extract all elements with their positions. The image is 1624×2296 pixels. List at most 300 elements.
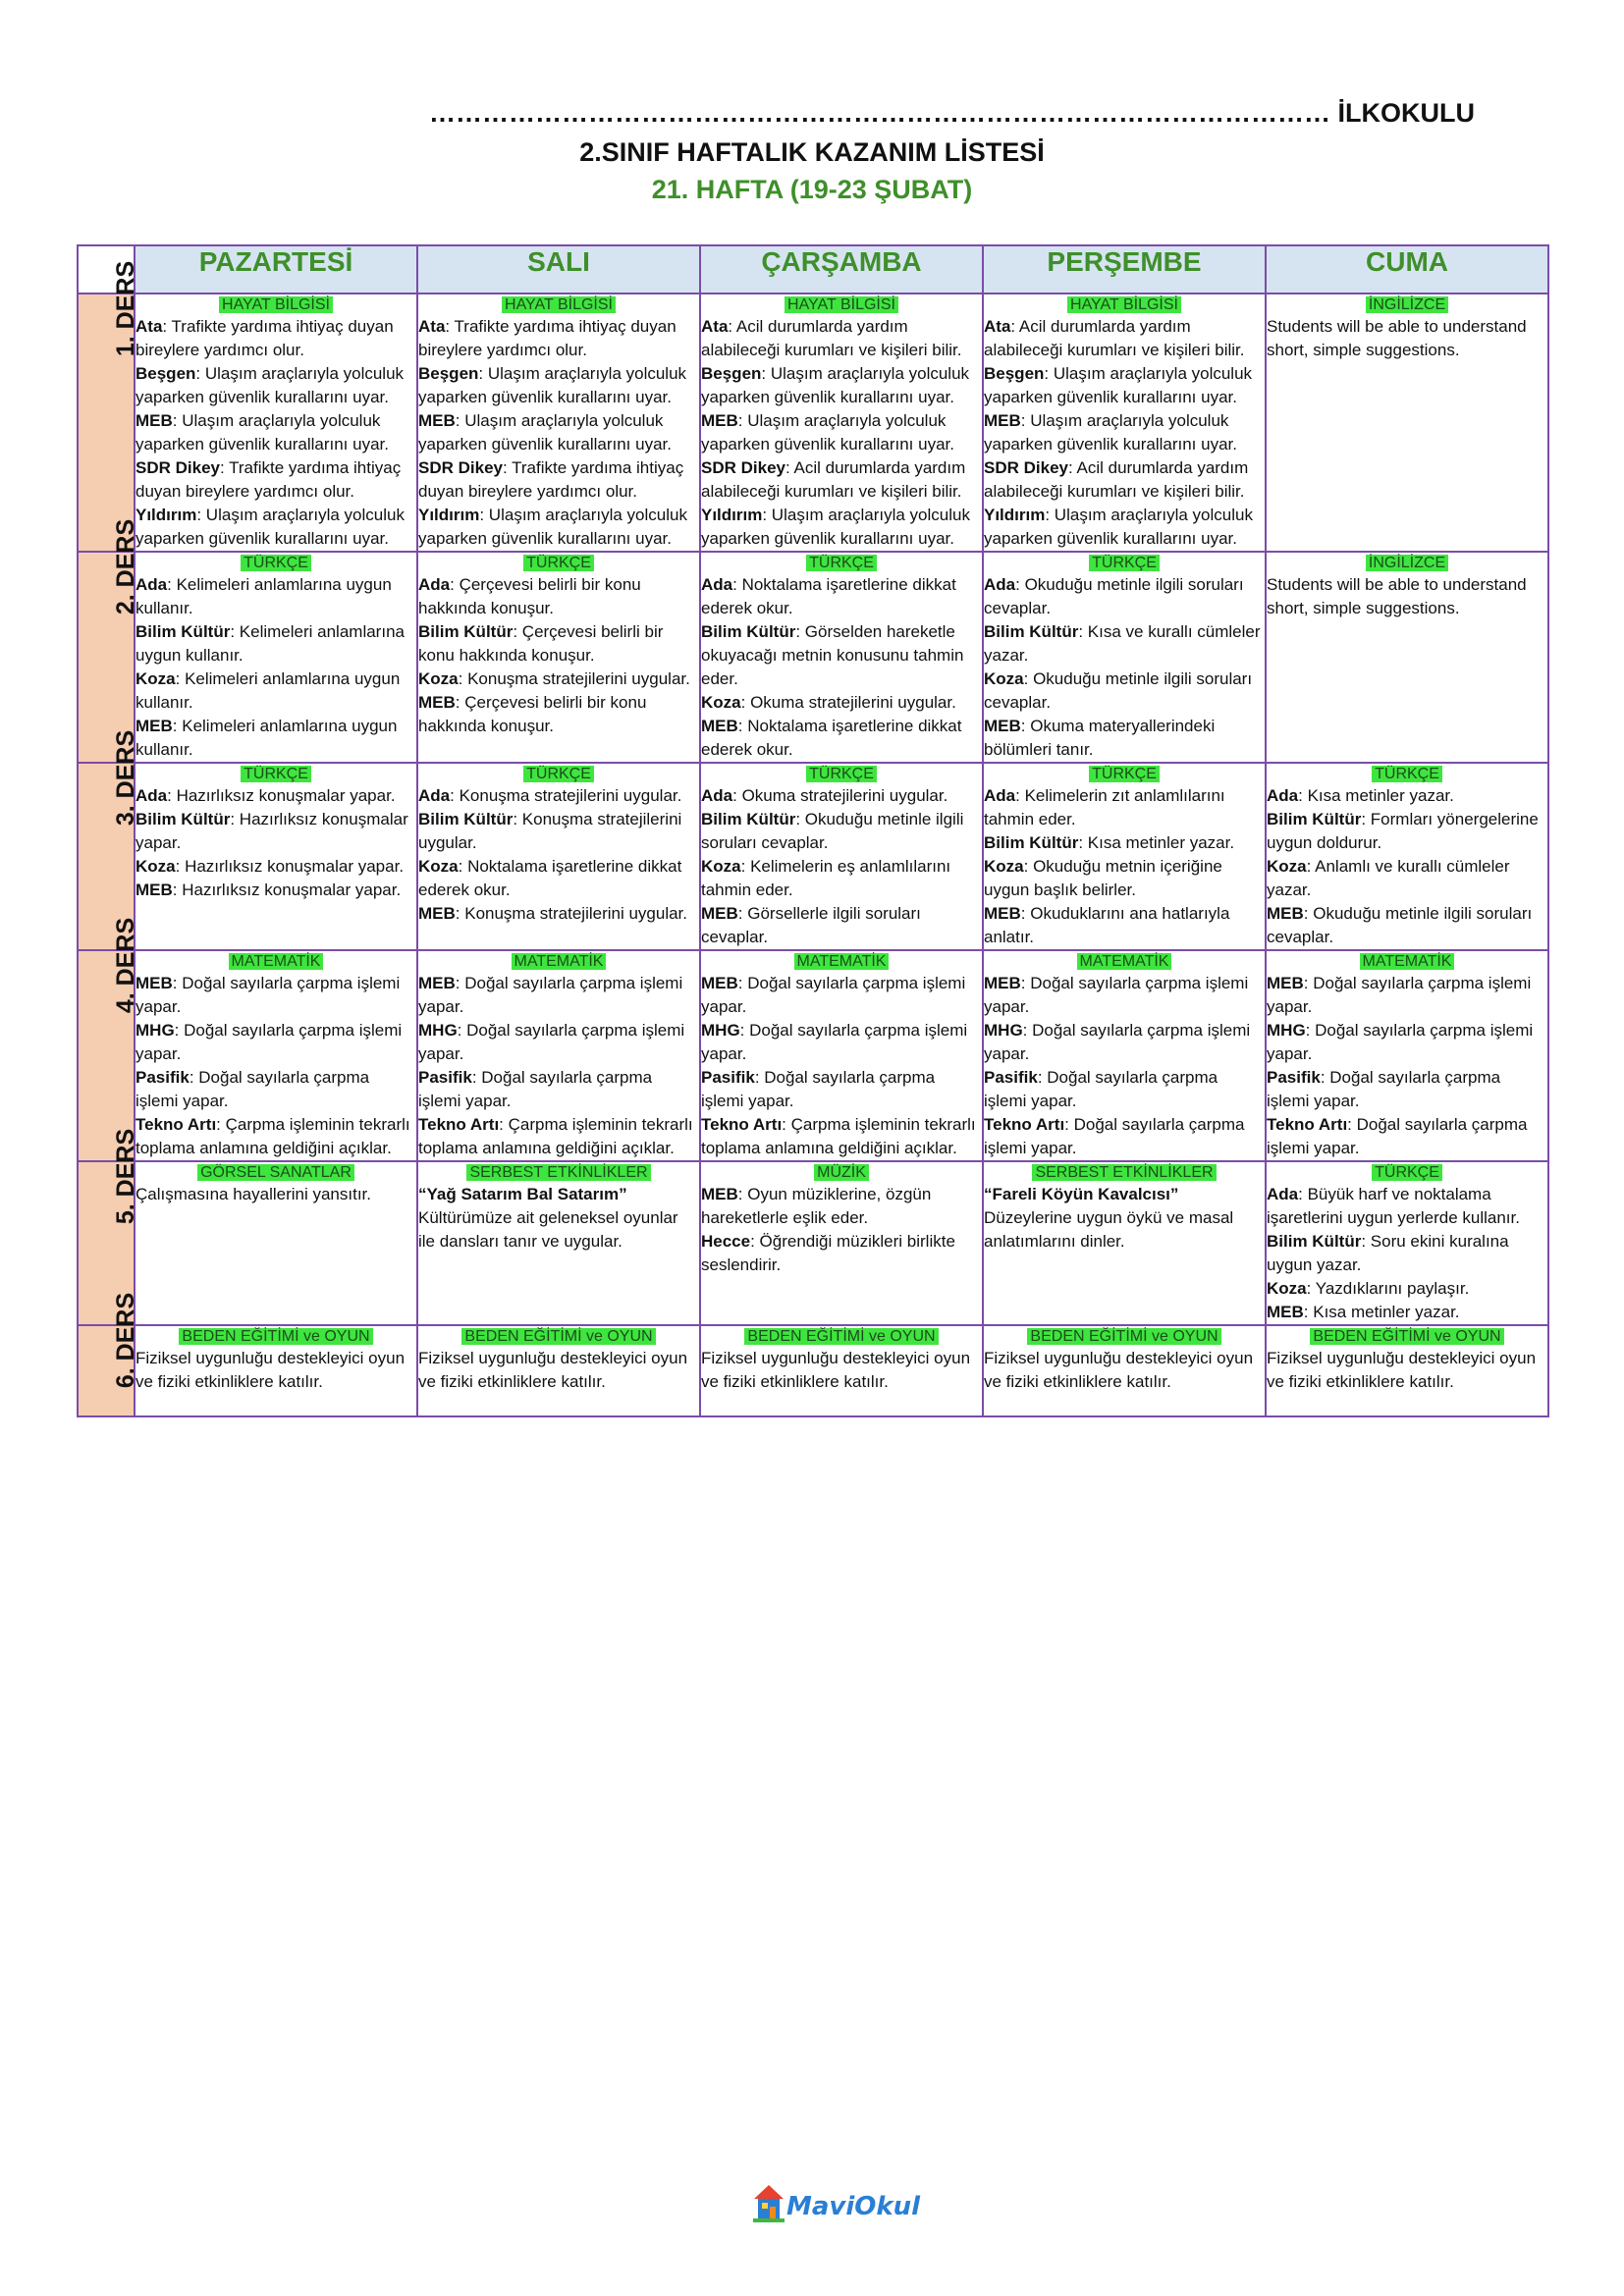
subject-tag-wrap — [135, 951, 416, 972]
subject-tag: BEDEN EĞİTİMİ ve OYUN — [179, 1328, 372, 1345]
outcome-text: : Çerçevesi belirli bir konu hakkında konuşur. — [418, 693, 647, 735]
outcome-text: : Trafikte yardıma ihtiyaç duyan bireylere yardımcı olur. — [135, 317, 394, 359]
subject-tag-wrap — [1267, 1326, 1547, 1347]
lesson-label: 1. DERS — [112, 260, 140, 357]
outcome-line — [701, 620, 982, 691]
publisher-name: Tekno Artı — [701, 1115, 783, 1134]
outcome-line — [701, 1066, 982, 1113]
school-name-line: ………………………………………………………………………………………… İLKOKULU — [429, 98, 1475, 128]
lesson-label: 4. DERS — [112, 917, 140, 1014]
outcome-text: : Ulaşım araçlarıyla yolculuk yaparken güvenlik kurallarını uyar. — [418, 364, 687, 406]
lesson-cell — [417, 950, 700, 1161]
publisher-name: Pasifik — [1267, 1068, 1321, 1087]
subject-tag: BEDEN EĞİTİMİ ve OYUN — [744, 1328, 938, 1345]
subject-tag-wrap — [418, 294, 699, 315]
publisher-name: MEB — [984, 411, 1021, 430]
subject-tag-wrap — [701, 764, 982, 784]
lesson-cell — [983, 950, 1266, 1161]
outcome-text: : Konuşma stratejilerini uygular. — [450, 786, 682, 805]
outcome-text: : Okuma stratejilerini uygular. — [732, 786, 948, 805]
publisher-name: Bilim Kültür — [418, 622, 514, 641]
day-header: SALI — [417, 245, 700, 294]
publisher-name: Koza — [135, 857, 176, 876]
outcome-line — [135, 1019, 416, 1066]
publisher-name: MEB — [1267, 974, 1304, 992]
outcome-text: : Çarpma işleminin tekrarlı toplama anlamına geldiğini açıklar. — [135, 1115, 410, 1157]
outcome-text: : Kelimeleri anlamlarına uygun kullanır. — [135, 717, 398, 759]
outcome-text: : Konuşma stratejilerini uygular. — [418, 810, 682, 852]
subject-tag: TÜRKÇE — [806, 555, 877, 571]
outcome-text: : Acil durumlarda yardım alabileceği kurumları ve kişileri bilir. — [701, 317, 962, 359]
publisher-name: Koza — [984, 857, 1024, 876]
subject-tag-wrap — [135, 1326, 416, 1347]
outcome-text: : Ulaşım araçlarıyla yolculuk yaparken güvenlik kurallarını uyar. — [984, 364, 1253, 406]
outcome-text: : Acil durumlarda yardım alabileceği kurumları ve kişileri bilir. — [984, 317, 1245, 359]
publisher-name: Hecce — [701, 1232, 751, 1251]
subject-tag: BEDEN EĞİTİMİ ve OYUN — [1027, 1328, 1220, 1345]
subject-tag-wrap — [701, 1326, 982, 1347]
publisher-name: Ada — [984, 575, 1016, 594]
outcome-text: : Okuduğu metnin içeriğine uygun başlık belirler. — [984, 857, 1222, 899]
outcome-line — [418, 362, 699, 409]
outcome-line — [701, 855, 982, 902]
subject-tag-wrap — [135, 764, 416, 784]
outcome-text: Fiziksel uygunluğu destekleyici oyun ve fiziki etkinliklere katılır. — [135, 1349, 406, 1391]
lesson-cell — [135, 294, 417, 552]
outcome-line — [135, 1113, 416, 1160]
outcome-text: : Hazırlıksız konuşmalar yapar. — [175, 857, 405, 876]
outcome-line — [701, 456, 982, 504]
lesson-cell — [1266, 950, 1548, 1161]
outcome-text: : Okuma stratejilerini uygular. — [740, 693, 956, 712]
lesson-cell — [417, 294, 700, 552]
outcome-line — [135, 456, 416, 504]
outcome-line — [984, 972, 1265, 1019]
outcome-line — [1267, 1230, 1547, 1277]
publisher-name: MHG — [1267, 1021, 1306, 1040]
subject-tag-wrap — [1267, 553, 1547, 573]
publisher-name: “Yağ Satarım Bal Satarım” — [418, 1185, 627, 1203]
lesson-cell — [135, 950, 417, 1161]
publisher-name: MEB — [701, 904, 738, 923]
publisher-name: Ada — [701, 786, 733, 805]
outcome-text: : Ulaşım araçlarıyla yolculuk yaparken güvenlik kurallarını uyar. — [701, 411, 954, 454]
lesson-cell — [1266, 1325, 1548, 1416]
day-header-row — [78, 245, 1548, 294]
outcome-line — [984, 1206, 1265, 1254]
publisher-name: MEB — [418, 411, 456, 430]
outcome-text: : Kelimeleri anlamlarına uygun kullanır. — [135, 575, 392, 617]
lesson-cell — [1266, 294, 1548, 552]
publisher-name: Ada — [135, 575, 168, 594]
lesson-label: 5. DERS — [112, 1128, 140, 1225]
publisher-name: SDR Dikey — [701, 458, 785, 477]
outcome-line — [135, 855, 416, 879]
outcome-line — [135, 879, 416, 902]
publisher-name: Koza — [701, 857, 741, 876]
publisher-name: Beşgen — [418, 364, 479, 383]
publisher-name: SDR Dikey — [418, 458, 503, 477]
logo-text: MaviOkul — [786, 2192, 921, 2221]
outcome-line — [1267, 573, 1547, 620]
outcome-text: : Hazırlıksız konuşmalar yapar. — [172, 881, 402, 899]
outcome-line — [418, 1113, 699, 1160]
publisher-name: MEB — [1267, 904, 1304, 923]
outcome-text: : Kısa metinler yazar. — [1078, 833, 1235, 852]
outcome-text: Çalışmasına hayallerini yansıtır. — [135, 1185, 371, 1203]
outcome-line — [701, 504, 982, 551]
subject-tag-wrap — [984, 1162, 1265, 1183]
publisher-name: Ada — [984, 786, 1016, 805]
outcome-text: : Doğal sayılarla çarpma işlemi yapar. — [701, 974, 966, 1016]
schedule-row — [78, 294, 1548, 552]
publisher-name: Ada — [1267, 786, 1299, 805]
outcome-line — [701, 1183, 982, 1230]
outcome-line — [418, 972, 699, 1019]
week-subtitle: 21. HAFTA (19-23 ŞUBAT) — [651, 175, 973, 204]
lesson-cell — [700, 552, 983, 763]
outcome-line — [135, 573, 416, 620]
publisher-name: MEB — [984, 717, 1021, 735]
publisher-name: Bilim Kültür — [1267, 810, 1362, 828]
outcome-text: : Doğal sayılarla çarpma işlemi yapar. — [418, 1068, 653, 1110]
outcome-text: Fiziksel uygunluğu destekleyici oyun ve fiziki etkinliklere katılır. — [701, 1349, 971, 1391]
publisher-name: MEB — [135, 974, 173, 992]
outcome-line — [418, 1019, 699, 1066]
outcome-text: : Doğal sayılarla çarpma işlemi yapar. — [984, 1068, 1218, 1110]
publisher-name: Bilim Kültür — [984, 833, 1079, 852]
schedule-row — [78, 950, 1548, 1161]
publisher-name: MEB — [135, 717, 173, 735]
outcome-text: : Doğal sayılarla çarpma işlemi yapar. — [1267, 1115, 1528, 1157]
subject-tag: HAYAT BİLGİSİ — [502, 296, 616, 313]
schedule-row — [78, 763, 1548, 950]
publisher-name: Bilim Kültür — [135, 810, 231, 828]
subject-tag: İNGİLİZCE — [1366, 555, 1448, 571]
subject-tag-wrap — [1267, 294, 1547, 315]
publisher-name: Tekno Artı — [984, 1115, 1065, 1134]
subject-tag-wrap — [984, 951, 1265, 972]
outcome-text: : Soru ekini kuralına uygun yazar. — [1267, 1232, 1509, 1274]
outcome-text: : Trafikte yardıma ihtiyaç duyan bireylere yardımcı olur. — [418, 458, 684, 501]
subject-tag: TÜRKÇE — [523, 555, 594, 571]
lesson-cell — [983, 763, 1266, 950]
outcome-line — [984, 1019, 1265, 1066]
outcome-text: Kültürümüze ait geleneksel oyunlar ile dansları tanır ve uygular. — [418, 1208, 678, 1251]
outcome-line — [1267, 808, 1547, 855]
outcome-line — [1267, 315, 1547, 362]
outcome-text: : Anlamlı ve kurallı cümleler yazar. — [1267, 857, 1510, 899]
outcome-line — [418, 902, 699, 926]
outcome-line — [984, 1183, 1265, 1206]
subject-tag-wrap — [701, 1162, 982, 1183]
publisher-name: Tekno Artı — [418, 1115, 500, 1134]
outcome-line — [701, 784, 982, 808]
outcome-line — [418, 667, 699, 691]
day-header: PAZARTESİ — [135, 245, 417, 294]
publisher-name: Koza — [135, 669, 176, 688]
outcome-line — [984, 902, 1265, 949]
lesson-cell — [417, 1161, 700, 1325]
outcome-line — [1267, 1019, 1547, 1066]
subject-tag: SERBEST ETKİNLİKLER — [1032, 1164, 1216, 1181]
subject-tag: MATEMATİK — [1077, 953, 1172, 970]
outcome-line — [701, 409, 982, 456]
outcome-text: : Doğal sayılarla çarpma işlemi yapar. — [984, 1115, 1245, 1157]
publisher-name: MEB — [701, 411, 738, 430]
outcome-line — [135, 504, 416, 551]
publisher-name: Bilim Kültür — [135, 622, 231, 641]
subject-tag: TÜRKÇE — [1089, 766, 1160, 782]
publisher-name: MEB — [701, 1185, 738, 1203]
lesson-cell — [1266, 763, 1548, 950]
outcome-line — [418, 573, 699, 620]
publisher-name: MHG — [984, 1021, 1023, 1040]
outcome-text: : Okuma materyallerindeki bölümleri tanır. — [984, 717, 1216, 759]
publisher-name: Ata — [701, 317, 729, 336]
publisher-name: SDR Dikey — [984, 458, 1068, 477]
outcome-line — [701, 362, 982, 409]
outcome-text: : Acil durumlarda yardım alabileceği kurumları ve kişileri bilir. — [984, 458, 1249, 501]
outcome-line — [1267, 1066, 1547, 1113]
outcome-text: : Noktalama işaretlerine dikkat ederek okur. — [701, 575, 956, 617]
outcome-text: : Kısa metinler yazar. — [1303, 1303, 1460, 1321]
publisher-name: Bilim Kültür — [701, 622, 796, 641]
publisher-name: Beşgen — [701, 364, 762, 383]
lesson-cell — [983, 294, 1266, 552]
lesson-cell — [700, 294, 983, 552]
subject-tag-wrap — [135, 294, 416, 315]
subject-tag: MATEMATİK — [512, 953, 607, 970]
outcome-line — [1267, 855, 1547, 902]
publisher-name: Tekno Artı — [135, 1115, 217, 1134]
publisher-name: Bilim Kültür — [1267, 1232, 1362, 1251]
outcome-text: : Ulaşım araçlarıyla yolculuk yaparken güvenlik kurallarını uyar. — [984, 506, 1253, 548]
subject-tag: MÜZİK — [814, 1164, 869, 1181]
outcome-line — [135, 667, 416, 715]
publisher-name: Koza — [1267, 1279, 1307, 1298]
outcome-text: : Kelimelerin eş anlamlılarını tahmin eder. — [701, 857, 951, 899]
house-icon — [753, 2185, 785, 2222]
outcome-line — [1267, 784, 1547, 808]
outcome-text: : Ulaşım araçlarıyla yolculuk yaparken güvenlik kurallarını uyar. — [984, 411, 1237, 454]
outcome-text: : Görsellerle ilgili soruları cevaplar. — [701, 904, 921, 946]
lesson-cell — [1266, 1161, 1548, 1325]
outcome-line — [418, 409, 699, 456]
outcome-line — [701, 715, 982, 762]
publisher-name: MEB — [701, 974, 738, 992]
outcome-line — [1267, 1301, 1547, 1324]
outcome-text: : Çarpma işleminin tekrarlı toplama anlamına geldiğini açıklar. — [418, 1115, 693, 1157]
outcome-line — [701, 902, 982, 949]
subject-tag: HAYAT BİLGİSİ — [1067, 296, 1181, 313]
outcome-text: : Doğal sayılarla çarpma işlemi yapar. — [1267, 1021, 1534, 1063]
outcome-text: : Oyun müziklerine, özgün hareketlerle eşlik eder. — [701, 1185, 932, 1227]
lesson-cell — [700, 763, 983, 950]
subject-tag-wrap — [135, 1162, 416, 1183]
outcome-line — [701, 808, 982, 855]
subject-tag-wrap — [984, 294, 1265, 315]
outcome-text: Fiziksel uygunluğu destekleyici oyun ve fiziki etkinliklere katılır. — [984, 1349, 1254, 1391]
subject-tag: İNGİLİZCE — [1366, 296, 1448, 313]
subject-tag: BEDEN EĞİTİMİ ve OYUN — [1310, 1328, 1503, 1345]
subject-tag: TÜRKÇE — [523, 766, 594, 782]
subject-tag: TÜRKÇE — [1372, 766, 1442, 782]
outcome-text: : Noktalama işaretlerine dikkat ederek okur. — [418, 857, 682, 899]
publisher-name: Koza — [418, 669, 459, 688]
publisher-name: Ada — [701, 575, 733, 594]
outcome-text: Students will be able to understand short, simple suggestions. — [1267, 575, 1527, 617]
lesson-cell — [983, 1325, 1266, 1416]
publisher-name: Bilim Kültür — [701, 810, 796, 828]
outcome-text: : Hazırlıksız konuşmalar yapar. — [167, 786, 396, 805]
outcome-line — [701, 972, 982, 1019]
outcome-text: : Çarpma işleminin tekrarlı toplama anlamına geldiğini açıklar. — [701, 1115, 976, 1157]
outcome-line — [418, 691, 699, 738]
outcome-line — [418, 1183, 699, 1206]
subject-tag: TÜRKÇE — [806, 766, 877, 782]
outcome-text: : Çerçevesi belirli bir konu hakkında konuşur. — [418, 622, 664, 665]
publisher-name: MEB — [984, 974, 1021, 992]
outcome-text: : Doğal sayılarla çarpma işlemi yapar. — [701, 1068, 936, 1110]
lesson-cell — [417, 763, 700, 950]
outcome-line — [1267, 1183, 1547, 1230]
outcome-text: : Okuduğu metinle ilgili soruları cevaplar. — [984, 575, 1244, 617]
subject-tag: TÜRKÇE — [241, 555, 311, 571]
outcome-line — [1267, 972, 1547, 1019]
publisher-name: Pasifik — [135, 1068, 189, 1087]
outcome-text: : Konuşma stratejilerini uygular. — [458, 669, 690, 688]
schedule-row — [78, 1325, 1548, 1416]
outcome-line — [984, 715, 1265, 762]
outcome-text: : Yazdıklarını paylaşır. — [1306, 1279, 1470, 1298]
outcome-text: Fiziksel uygunluğu destekleyici oyun ve fiziki etkinliklere katılır. — [418, 1349, 688, 1391]
outcome-text: : Okuduklarını ana hatlarıyla anlatır. — [984, 904, 1230, 946]
outcome-line — [701, 691, 982, 715]
lesson-cell — [1266, 552, 1548, 763]
outcome-text: : Formları yönergelerine uygun doldurur. — [1267, 810, 1539, 852]
outcome-line — [1267, 1277, 1547, 1301]
publisher-name: MEB — [984, 904, 1021, 923]
publisher-name: Ata — [418, 317, 446, 336]
publisher-name: Pasifik — [418, 1068, 472, 1087]
lesson-cell — [983, 1161, 1266, 1325]
subject-tag: HAYAT BİLGİSİ — [785, 296, 898, 313]
publisher-name: Koza — [418, 857, 459, 876]
publisher-name: Tekno Artı — [1267, 1115, 1348, 1134]
outcome-line — [418, 456, 699, 504]
outcome-line — [418, 784, 699, 808]
publisher-name: Ada — [135, 786, 168, 805]
outcome-text: : Doğal sayılarla çarpma işlemi yapar. — [135, 1021, 403, 1063]
outcome-line — [1267, 1113, 1547, 1160]
publisher-name: Pasifik — [701, 1068, 755, 1087]
outcome-line — [135, 784, 416, 808]
outcome-line — [984, 409, 1265, 456]
publisher-name: Ata — [135, 317, 163, 336]
outcome-line — [418, 315, 699, 362]
publisher-name: Pasifik — [984, 1068, 1038, 1087]
publisher-name: MEB — [418, 974, 456, 992]
lesson-cell — [700, 1325, 983, 1416]
outcome-text: : Ulaşım araçlarıyla yolculuk yaparken güvenlik kurallarını uyar. — [701, 364, 970, 406]
lesson-cell — [135, 1325, 417, 1416]
outcome-text: : Ulaşım araçlarıyla yolculuk yaparken güvenlik kurallarını uyar. — [701, 506, 970, 548]
publisher-name: Koza — [1267, 857, 1307, 876]
outcome-line — [418, 504, 699, 551]
outcome-text: : Okuduğu metinle ilgili soruları cevaplar. — [984, 669, 1253, 712]
subject-tag: MATEMATİK — [794, 953, 890, 970]
subject-tag: GÖRSEL SANATLAR — [197, 1164, 354, 1181]
subject-tag-wrap — [701, 553, 982, 573]
lesson-cell — [135, 763, 417, 950]
outcome-line — [984, 620, 1265, 667]
maviokul-logo — [751, 2177, 921, 2224]
publisher-name: Koza — [701, 693, 741, 712]
subject-tag-wrap — [1267, 1162, 1547, 1183]
outcome-line — [984, 362, 1265, 409]
lesson-label: 2. DERS — [112, 518, 140, 615]
outcome-line — [135, 808, 416, 855]
outcome-line — [701, 315, 982, 362]
day-header: ÇARŞAMBA — [700, 245, 983, 294]
schedule-row — [78, 552, 1548, 763]
outcome-line — [984, 1066, 1265, 1113]
outcome-text: : Doğal sayılarla çarpma işlemi yapar. — [135, 1068, 370, 1110]
subject-tag: BEDEN EĞİTİMİ ve OYUN — [461, 1328, 655, 1345]
page-title: 2.SINIF HAFTALIK KAZANIM LİSTESİ — [579, 137, 1045, 167]
publisher-name: Yıldırım — [418, 506, 480, 524]
outcome-line — [701, 573, 982, 620]
subject-tag-wrap — [984, 1326, 1265, 1347]
outcome-text: : Ulaşım araçlarıyla yolculuk yaparken güvenlik kurallarını uyar. — [135, 411, 389, 454]
outcome-text: : Konuşma stratejilerini uygular. — [455, 904, 688, 923]
outcome-line — [1267, 902, 1547, 949]
outcome-line — [984, 456, 1265, 504]
outcome-line — [701, 1230, 982, 1277]
publisher-name: Ada — [418, 786, 451, 805]
lesson-cell — [700, 1161, 983, 1325]
subject-tag-wrap — [1267, 764, 1547, 784]
outcome-text: : Kelimeleri anlamlarına uygun kullanır. — [135, 622, 405, 665]
outcome-text: : Doğal sayılarla çarpma işlemi yapar. — [701, 1021, 968, 1063]
outcome-text: : Doğal sayılarla çarpma işlemi yapar. — [135, 974, 401, 1016]
outcome-text: : Ulaşım araçlarıyla yolculuk yaparken güvenlik kurallarını uyar. — [418, 411, 672, 454]
outcome-text: : Öğrendiği müzikleri birlikte seslendirir. — [701, 1232, 955, 1274]
subject-tag-wrap — [701, 951, 982, 972]
outcome-text: : Noktalama işaretlerine dikkat ederek okur. — [701, 717, 962, 759]
subject-tag: MATEMATİK — [1360, 953, 1455, 970]
outcome-text: : Okuduğu metinle ilgili soruları cevaplar. — [1267, 904, 1533, 946]
subject-tag-wrap — [135, 553, 416, 573]
lesson-label: 3. DERS — [112, 729, 140, 827]
subject-tag-wrap — [418, 553, 699, 573]
outcome-line — [135, 362, 416, 409]
outcome-line — [135, 715, 416, 762]
lesson-cell — [417, 1325, 700, 1416]
subject-tag-wrap — [418, 1162, 699, 1183]
subject-tag: TÜRKÇE — [1089, 555, 1160, 571]
outcome-text: Düzeylerine uygun öykü ve masal anlatımlarını dinler. — [984, 1208, 1234, 1251]
outcome-text: : Kelimelerin zıt anlamlılarını tahmin eder. — [984, 786, 1225, 828]
outcome-line — [418, 1347, 699, 1394]
lesson-label-cell — [78, 1292, 140, 1416]
lesson-cell — [135, 552, 417, 763]
publisher-name: MEB — [418, 693, 456, 712]
outcome-line — [135, 1066, 416, 1113]
publisher-name: Ata — [984, 317, 1011, 336]
outcome-line — [984, 831, 1265, 855]
